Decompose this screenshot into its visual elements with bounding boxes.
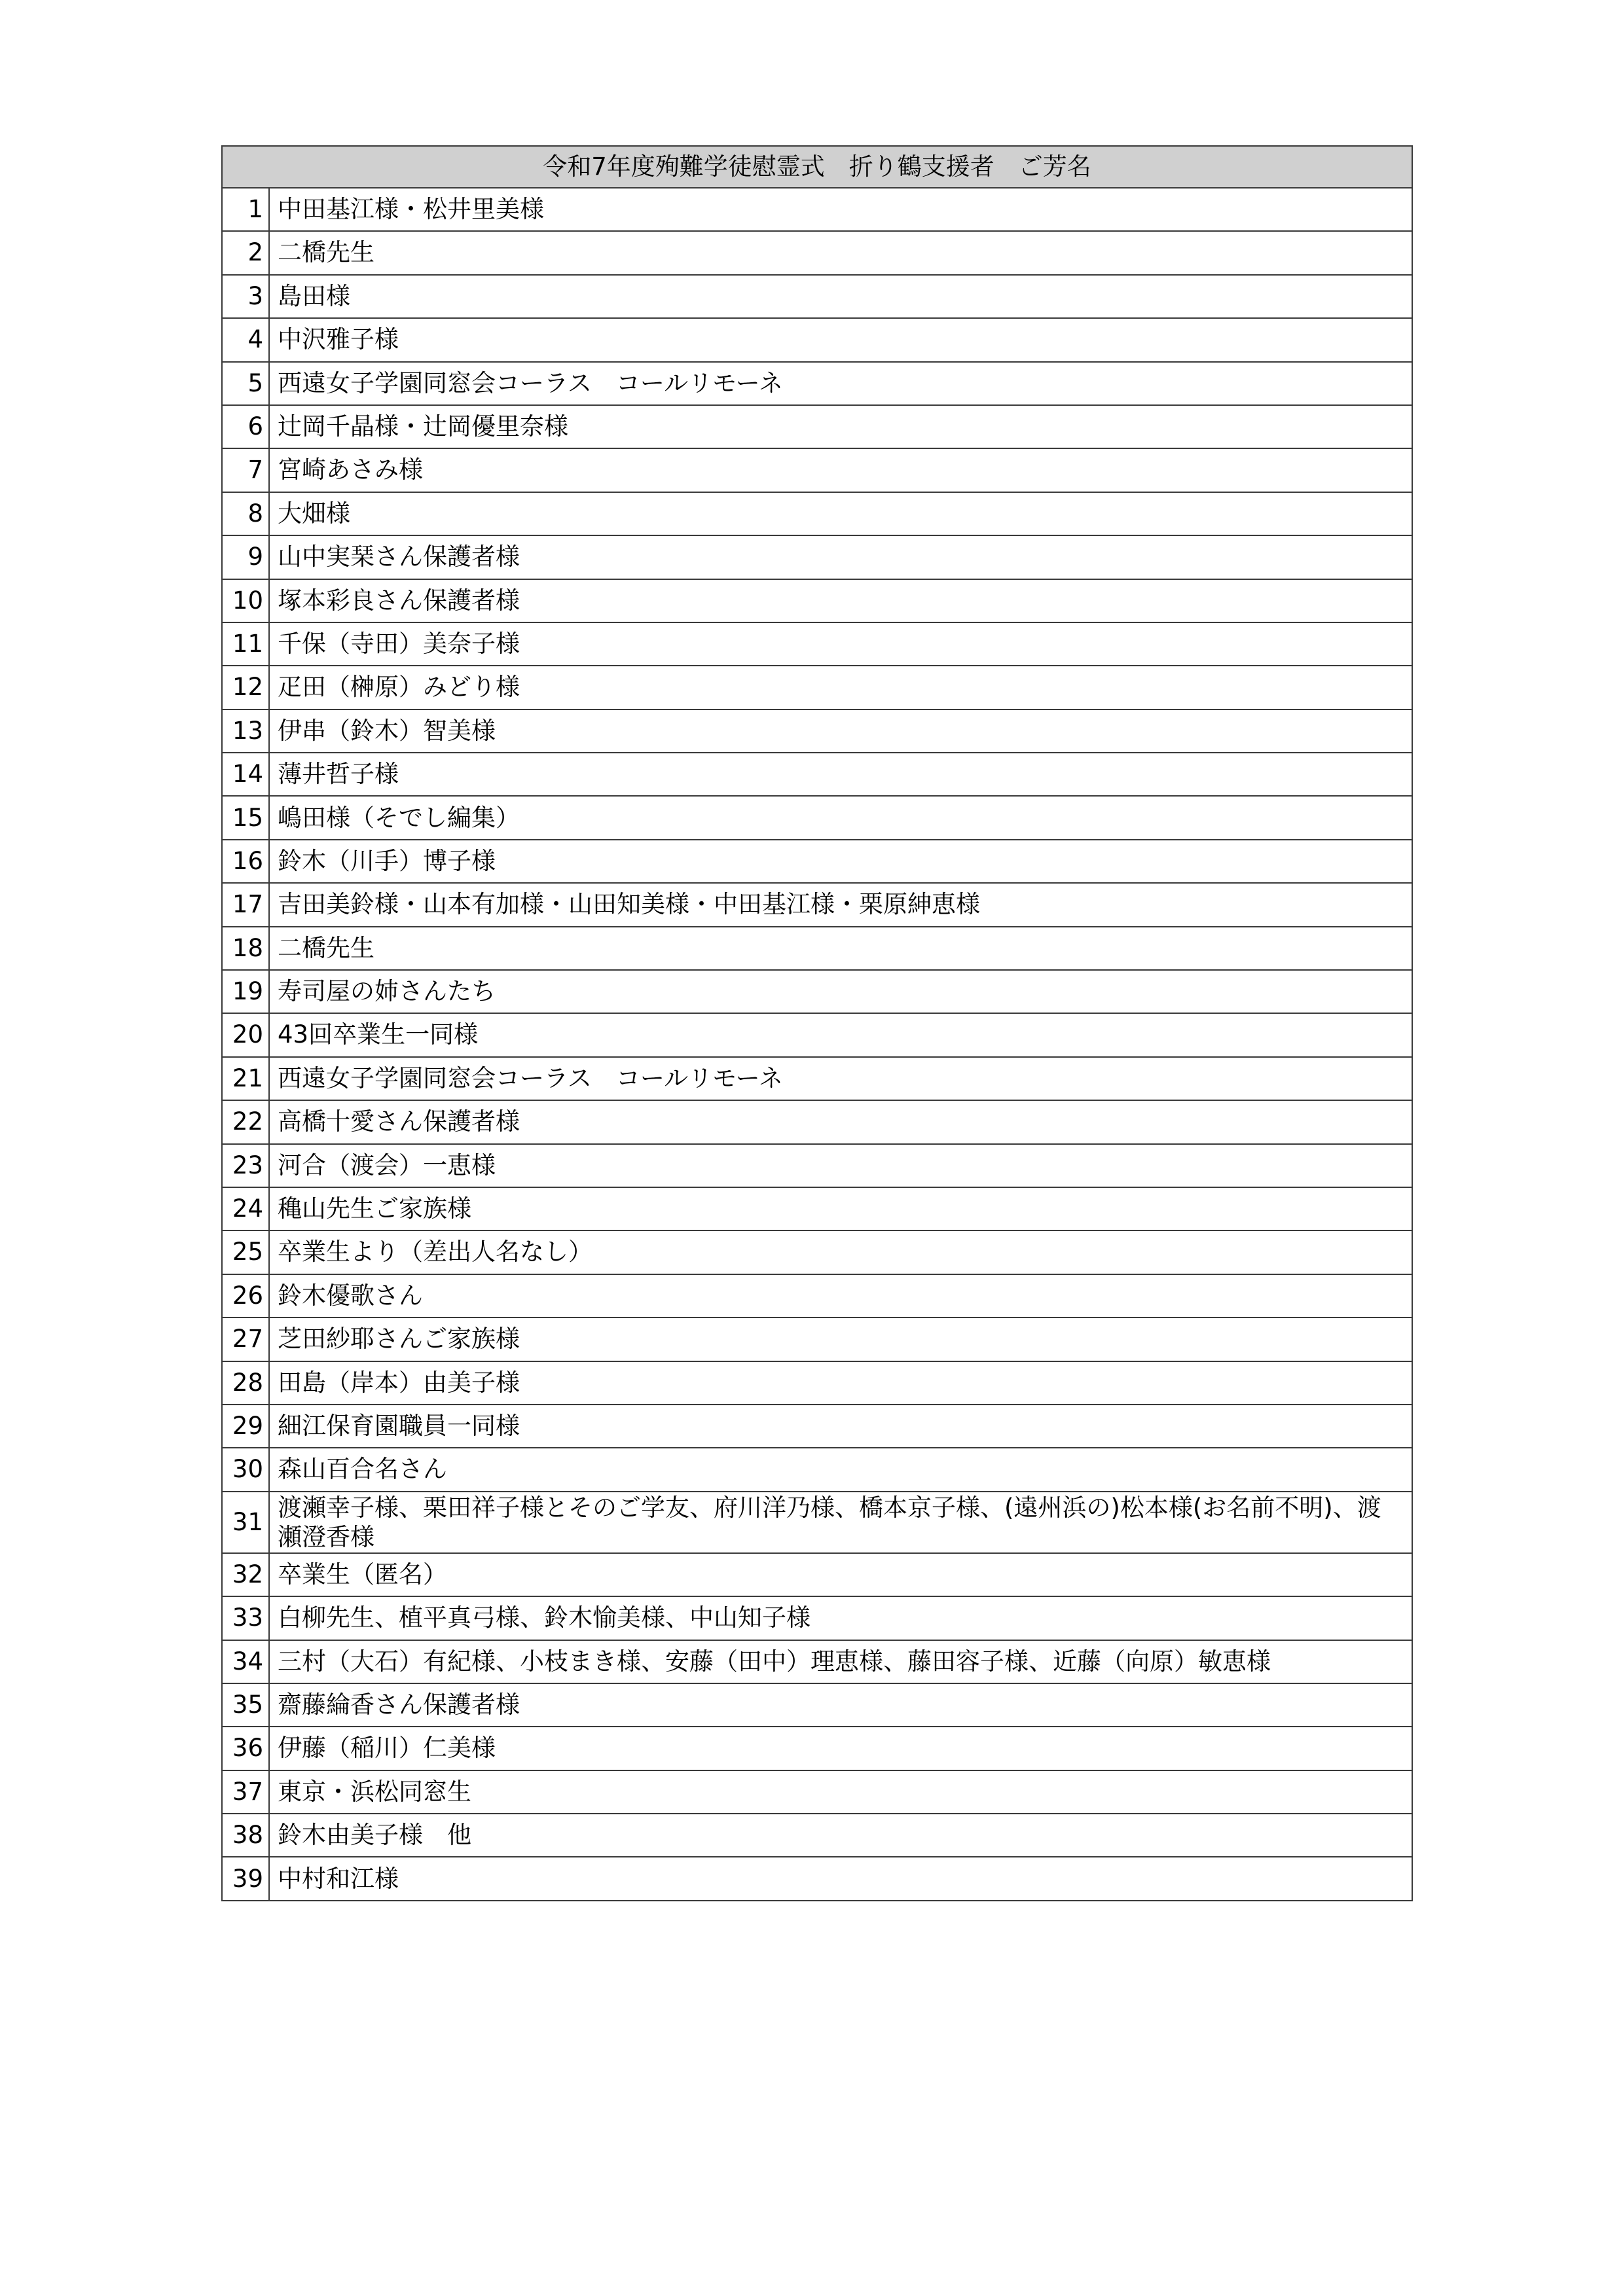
row-number: 26	[222, 1274, 269, 1318]
supporter-name: 寿司屋の姉さんたち	[269, 970, 1412, 1013]
table-row	[222, 1405, 1412, 1448]
supporter-name: 西遠女子学園同窓会コーラス コールリモーネ	[269, 362, 1412, 405]
table-row	[222, 405, 1412, 448]
table-row	[222, 753, 1412, 796]
row-number: 29	[222, 1405, 269, 1448]
supporter-name: 卒業生（匿名）	[269, 1553, 1412, 1596]
row-number: 8	[222, 492, 269, 535]
row-number: 4	[222, 318, 269, 361]
table-row	[222, 1770, 1412, 1814]
supporter-name: 細江保育園職員一同様	[269, 1405, 1412, 1448]
supporter-name: 吉田美鈴様・山本有加様・山田知美様・中田基江様・栗原紳恵様	[269, 883, 1412, 926]
supporter-name: 高橋十愛さん保護者様	[269, 1100, 1412, 1143]
table-row	[222, 318, 1412, 361]
row-number: 38	[222, 1814, 269, 1857]
row-number: 27	[222, 1318, 269, 1361]
row-number: 25	[222, 1230, 269, 1274]
supporter-name: 中田基江様・松井里美様	[269, 188, 1412, 231]
supporter-list-table	[221, 145, 1413, 1901]
table-row	[222, 666, 1412, 709]
supporter-name: 中村和江様	[269, 1857, 1412, 1900]
supporter-name: 嶋田様（そでし編集）	[269, 796, 1412, 839]
supporter-name: 田島（岸本）由美子様	[269, 1361, 1412, 1405]
row-number: 39	[222, 1857, 269, 1900]
row-number: 37	[222, 1770, 269, 1814]
row-number: 17	[222, 883, 269, 926]
table-row	[222, 1553, 1412, 1596]
row-number: 19	[222, 970, 269, 1013]
supporter-name: 千保（寺田）美奈子様	[269, 622, 1412, 666]
row-number: 28	[222, 1361, 269, 1405]
supporter-name: 疋田（榊原）みどり様	[269, 666, 1412, 709]
table-body	[222, 188, 1412, 1901]
table-row	[222, 1144, 1412, 1187]
table-row	[222, 1361, 1412, 1405]
row-number: 7	[222, 448, 269, 492]
supporter-name: 卒業生より（差出人名なし）	[269, 1230, 1412, 1274]
supporter-name: 鈴木由美子様 他	[269, 1814, 1412, 1857]
table-row	[222, 535, 1412, 579]
row-number: 33	[222, 1596, 269, 1640]
table-row	[222, 1100, 1412, 1143]
table-row	[222, 1857, 1412, 1900]
table-row	[222, 883, 1412, 926]
row-number: 21	[222, 1057, 269, 1100]
table-row	[222, 362, 1412, 405]
row-number: 12	[222, 666, 269, 709]
row-number: 5	[222, 362, 269, 405]
row-number: 22	[222, 1100, 269, 1143]
table-row	[222, 1640, 1412, 1683]
table-row	[222, 709, 1412, 753]
table-row	[222, 927, 1412, 970]
row-number: 3	[222, 275, 269, 318]
supporter-name: 河合（渡会）一恵様	[269, 1144, 1412, 1187]
table-row	[222, 1013, 1412, 1056]
row-number: 24	[222, 1187, 269, 1230]
supporter-name: 三村（大石）有紀様、小枝まき様、安藤（田中）理恵様、藤田容子様、近藤（向原）敏恵様	[269, 1640, 1412, 1683]
supporter-name: 森山百合名さん	[269, 1448, 1412, 1491]
row-number: 1	[222, 188, 269, 231]
supporter-name: 43回卒業生一同様	[269, 1013, 1412, 1056]
row-number: 20	[222, 1013, 269, 1056]
supporter-name: 中沢雅子様	[269, 318, 1412, 361]
table-row	[222, 1727, 1412, 1770]
row-number: 30	[222, 1448, 269, 1491]
supporter-name: 塚本彩良さん保護者様	[269, 579, 1412, 622]
supporter-name: 大畑様	[269, 492, 1412, 535]
supporter-name: 西遠女子学園同窓会コーラス コールリモーネ	[269, 1057, 1412, 1100]
table-row	[222, 188, 1412, 231]
table-row	[222, 1057, 1412, 1100]
table-row	[222, 448, 1412, 492]
supporter-name: 辻岡千晶様・辻岡優里奈様	[269, 405, 1412, 448]
table-row	[222, 1492, 1412, 1553]
supporter-name: 鈴木優歌さん	[269, 1274, 1412, 1318]
supporter-name: 山中実琹さん保護者様	[269, 535, 1412, 579]
table-row	[222, 1683, 1412, 1727]
supporter-name: 穐山先生ご家族様	[269, 1187, 1412, 1230]
table-row	[222, 1187, 1412, 1230]
supporter-name: 齋藤綸香さん保護者様	[269, 1683, 1412, 1727]
supporter-name: 宮崎あさみ様	[269, 448, 1412, 492]
table-row	[222, 231, 1412, 274]
row-number: 2	[222, 231, 269, 274]
supporter-name: 渡瀬幸子様、栗田祥子様とそのご学友、府川洋乃様、橋本京子様、(遠州浜の)松本様(お名前不明)、渡瀬澄香様	[269, 1492, 1412, 1553]
table-row	[222, 1814, 1412, 1857]
row-number: 35	[222, 1683, 269, 1727]
table-row	[222, 579, 1412, 622]
table-row	[222, 1274, 1412, 1318]
table-header-row	[222, 146, 1412, 188]
row-number: 16	[222, 840, 269, 883]
row-number: 15	[222, 796, 269, 839]
table-row	[222, 796, 1412, 839]
table-row	[222, 275, 1412, 318]
table-row	[222, 1318, 1412, 1361]
table-row	[222, 622, 1412, 666]
supporter-name: 白柳先生、植平真弓様、鈴木愉美様、中山知子様	[269, 1596, 1412, 1640]
row-number: 11	[222, 622, 269, 666]
supporter-name: 東京・浜松同窓生	[269, 1770, 1412, 1814]
row-number: 13	[222, 709, 269, 753]
supporter-name: 薄井哲子様	[269, 753, 1412, 796]
row-number: 18	[222, 927, 269, 970]
table-row	[222, 492, 1412, 535]
table-row	[222, 1596, 1412, 1640]
row-number: 23	[222, 1144, 269, 1187]
row-number: 14	[222, 753, 269, 796]
supporter-name: 芝田紗耶さんご家族様	[269, 1318, 1412, 1361]
supporter-name: 二橋先生	[269, 927, 1412, 970]
row-number: 31	[222, 1492, 269, 1553]
table-title: 令和7年度殉難学徒慰霊式 折り鶴支援者 ご芳名	[222, 146, 1412, 188]
row-number: 32	[222, 1553, 269, 1596]
supporter-name: 鈴木（川手）博子様	[269, 840, 1412, 883]
table-row	[222, 970, 1412, 1013]
table-row	[222, 1448, 1412, 1491]
supporter-name: 島田様	[269, 275, 1412, 318]
row-number: 10	[222, 579, 269, 622]
row-number: 6	[222, 405, 269, 448]
row-number: 36	[222, 1727, 269, 1770]
supporter-name: 伊串（鈴木）智美様	[269, 709, 1412, 753]
row-number: 34	[222, 1640, 269, 1683]
supporter-name: 伊藤（稲川）仁美様	[269, 1727, 1412, 1770]
table-row	[222, 840, 1412, 883]
supporter-name: 二橋先生	[269, 231, 1412, 274]
row-number: 9	[222, 535, 269, 579]
table-row	[222, 1230, 1412, 1274]
